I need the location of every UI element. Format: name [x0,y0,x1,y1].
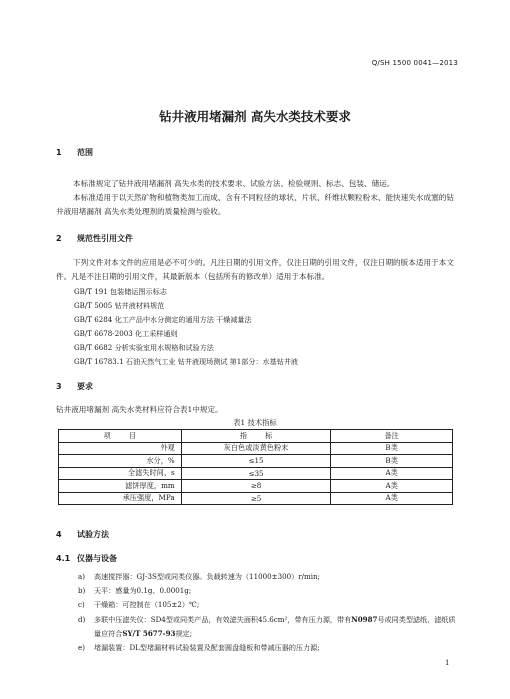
list-item-text: 干燥箱：可控制在（105±2）℃; [94,600,200,610]
subsection-4-1-heading [56,553,117,564]
section-2-heading [56,233,133,244]
technical-index-table [58,429,453,505]
list-item [78,584,458,598]
table-caption: 表1 技术指标 [233,418,277,427]
list-marker: c) [78,600,85,610]
list-item-text: 堵漏装置：DL型堵漏材料试验装置及配套圆盘缝板和带减压器的压力源; [94,643,320,653]
section-title: 试验方法 [77,530,109,539]
equipment-list [78,570,458,655]
list-item [78,570,458,584]
column-header-index: 指 标 [181,430,331,443]
list-item [78,613,458,641]
cell-item: 水分，% [59,455,182,468]
cell-remark: B类 [331,442,453,455]
cell-item: 承压强度，MPa [59,492,182,505]
list-item-text: 多联中压滤失仪：SD4型或同类产品，有效滤失面积45.6cm²，带有压力源，带有 [94,614,352,624]
section-3-heading [56,381,93,392]
list-item-text: 规定; [175,628,193,638]
cell-item: 滤饼厚度，mm [59,480,182,493]
list-marker: b) [78,586,86,596]
section-title: 要求 [77,382,93,391]
reference-item: GB/T 6682 分析实验室用水规格和试验方法 [74,343,214,352]
standard-reference: SY/T 5677-93 [122,628,176,638]
section-1-heading [56,147,93,158]
list-item-text: 天平：感量为0.1g、0.0001g; [94,586,192,596]
table-row [59,492,453,505]
table-header-row [59,430,453,443]
paragraph-text: 本标准适用于以天然矿物和植物类加工而成、含有不同粒径的球状、片状、纤维状颗粒粉末、能快速失水成塞的钻井液用堵漏剂 高失水类处理剂的质量检测与验收。 [56,193,454,216]
table-row [59,442,453,455]
table-row [59,467,453,480]
reference-item: GB/T 16783.1 石油天然气工业 钻井液现场测试 第1部分：水基钻井液 [74,357,299,366]
section-title: 规范性引用文件 [77,234,133,243]
cell-index: ≤15 [181,455,331,468]
list-marker: e) [78,643,85,653]
standard-code: Q/SH 1500 0041—2013 [371,59,458,67]
list-item [78,641,458,655]
cell-index: 灰白色或淡黄色粉末 [181,442,331,455]
normative-references-list [74,285,298,369]
list-item [78,598,458,612]
section-number: 1 [56,148,62,157]
cell-remark: A类 [331,492,453,505]
paragraph-text: 下列文件对本文件的应用是必不可少的。凡注日期的引用文件，仅注日期的引用文件，仅注日期的版本适用于本文件。凡是不注日期的引用文件，其最新版本（包括所有的修改单）适用于本标准。 [56,258,454,281]
list-marker: d) [78,614,86,624]
list-marker: a) [78,572,85,581]
section-1-paragraph-1 [56,177,454,191]
section-number: 3 [56,382,62,391]
table-row [59,480,453,493]
filter-paper-number: N0987 [351,614,378,624]
section-number: 4 [56,530,62,539]
list-item-text: 号或同类型滤纸，滤纸质量应符合 [94,614,456,638]
paragraph-text: 钻井液用堵漏剂 高失水类材料应符合表1中规定。 [56,405,223,414]
section-title: 范围 [77,148,93,157]
section-1-paragraph-2 [56,191,454,219]
section-number: 2 [56,234,62,243]
reference-item: GB/T 5005 钻井液材料规范 [74,301,165,310]
cell-index: ≥5 [181,492,331,505]
section-3-paragraph [56,403,454,417]
column-header-remark: 备注 [331,430,453,443]
column-header-item: 项 目 [59,430,182,443]
list-item-text: 高速搅拌器：GJ-3S型或同类仪器。负载转速为（11000±300）r/min; [94,572,320,581]
cell-remark: A类 [331,467,453,480]
cell-index: ≤35 [181,467,331,480]
cell-remark: B类 [331,455,453,468]
reference-item: GB/T 6678-2003 化工采样通则 [74,329,178,338]
cell-index: ≥8 [181,480,331,493]
section-2-paragraph [56,256,454,284]
document-title: 钻井液用堵漏剂 高失水类技术要求 [159,109,351,124]
reference-item: GB/T 6284 化工产品中水分测定的通用方法 干燥减量法 [74,315,252,324]
paragraph-text: 本标准规定了钻井液用堵漏剂 高失水类的技术要求、试验方法、检验规则、标志、包装、储运。 [73,179,395,188]
section-4-heading [56,529,109,540]
cell-remark: A类 [331,480,453,493]
page-number: 1 [445,659,450,667]
subsection-title: 仪器与设备 [77,554,117,563]
reference-item: GB/T 191 包装储运图示标志 [74,287,167,296]
table-row [59,455,453,468]
cell-item: 全滤失时间，s [59,467,182,480]
subsection-number: 4.1 [56,554,71,563]
cell-item: 外观 [59,442,182,455]
